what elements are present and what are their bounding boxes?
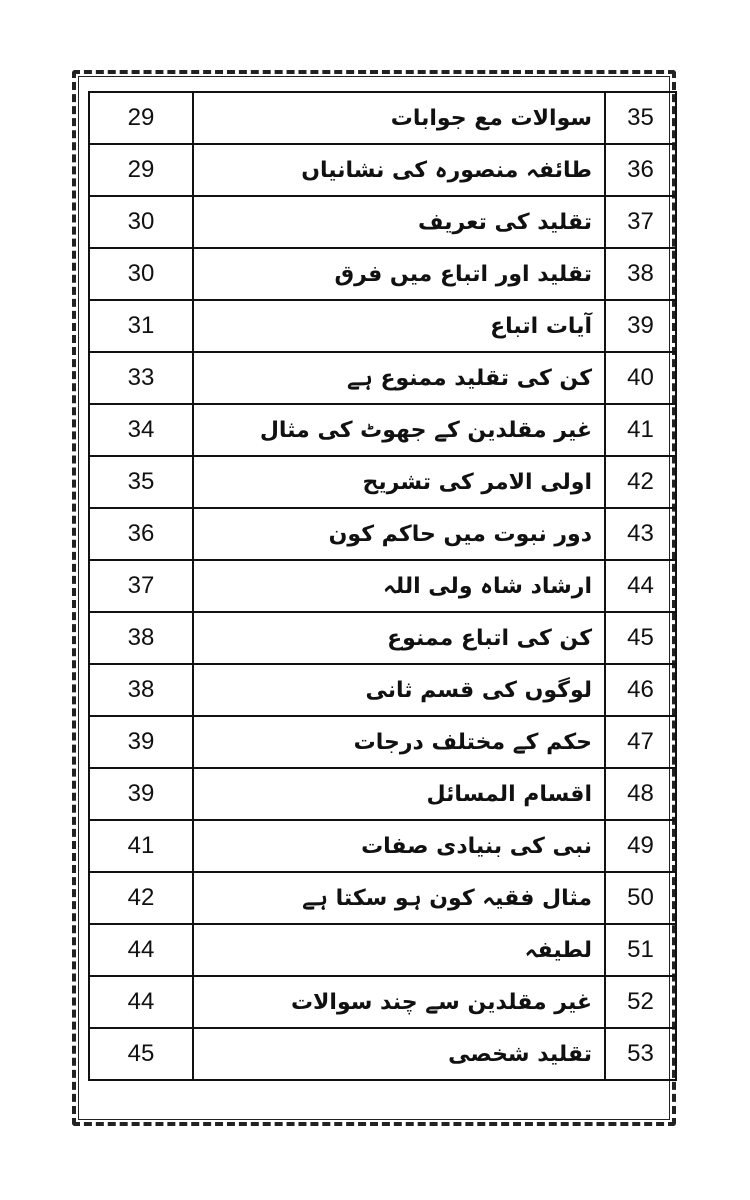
entry-number: 52 (605, 976, 676, 1028)
entry-title: حکم کے مختلف درجات (193, 716, 605, 768)
table-row (89, 352, 676, 404)
entry-title: مثال فقیہ کون ہو سکتا ہے (193, 872, 605, 924)
entry-number: 35 (605, 92, 676, 144)
page-number: 33 (89, 352, 193, 404)
page-number: 30 (89, 196, 193, 248)
table-row (89, 872, 676, 924)
entry-number: 43 (605, 508, 676, 560)
entry-title: اولی الامر کی تشریح (193, 456, 605, 508)
entry-title: تقلید اور اتباع میں فرق (193, 248, 605, 300)
table-row (89, 508, 676, 560)
entry-title: لطیفہ (193, 924, 605, 976)
entry-number: 40 (605, 352, 676, 404)
table-row (89, 924, 676, 976)
table-row (89, 560, 676, 612)
entry-number: 39 (605, 300, 676, 352)
entry-number: 44 (605, 560, 676, 612)
table-row (89, 92, 676, 144)
table-row (89, 716, 676, 768)
entry-title: کن کی اتباع ممنوع (193, 612, 605, 664)
table-row (89, 300, 676, 352)
page-number: 42 (89, 872, 193, 924)
entry-title: لوگوں کی قسم ثانی (193, 664, 605, 716)
entry-title: آیات اتباع (193, 300, 605, 352)
table-row (89, 144, 676, 196)
page-number: 29 (89, 92, 193, 144)
entry-number: 53 (605, 1028, 676, 1080)
entry-number: 45 (605, 612, 676, 664)
entry-title: نبی کی بنیادی صفات (193, 820, 605, 872)
entry-title: تقلید کی تعریف (193, 196, 605, 248)
table-row (89, 612, 676, 664)
table-of-contents (88, 91, 677, 1081)
page-number: 41 (89, 820, 193, 872)
page-number: 39 (89, 716, 193, 768)
page-number: 44 (89, 924, 193, 976)
table-row (89, 976, 676, 1028)
entry-number: 48 (605, 768, 676, 820)
table-row (89, 404, 676, 456)
entry-number: 49 (605, 820, 676, 872)
entry-number: 47 (605, 716, 676, 768)
entry-title: سوالات مع جوابات (193, 92, 605, 144)
table-row (89, 248, 676, 300)
entry-title: اقسام المسائل (193, 768, 605, 820)
table-row (89, 768, 676, 820)
toc-body (89, 92, 676, 1080)
entry-number: 50 (605, 872, 676, 924)
page-number: 36 (89, 508, 193, 560)
table-row (89, 196, 676, 248)
page-number: 37 (89, 560, 193, 612)
entry-number: 36 (605, 144, 676, 196)
entry-number: 46 (605, 664, 676, 716)
entry-number: 38 (605, 248, 676, 300)
page-number: 38 (89, 612, 193, 664)
entry-title: ارشاد شاہ ولی اللہ (193, 560, 605, 612)
page-number: 30 (89, 248, 193, 300)
page-number: 35 (89, 456, 193, 508)
page-number: 44 (89, 976, 193, 1028)
entry-title: طائفہ منصورہ کی نشانیاں (193, 144, 605, 196)
entry-number: 37 (605, 196, 676, 248)
entry-title: تقلید شخصی (193, 1028, 605, 1080)
table-row (89, 820, 676, 872)
page-number: 39 (89, 768, 193, 820)
page-number: 29 (89, 144, 193, 196)
entry-title: غیر مقلدین کے جھوٹ کی مثال (193, 404, 605, 456)
table-row (89, 456, 676, 508)
entry-number: 41 (605, 404, 676, 456)
entry-number: 42 (605, 456, 676, 508)
entry-number: 51 (605, 924, 676, 976)
entry-title: غیر مقلدین سے چند سوالات (193, 976, 605, 1028)
page-number: 31 (89, 300, 193, 352)
table-row (89, 1028, 676, 1080)
page-number: 34 (89, 404, 193, 456)
page-number: 38 (89, 664, 193, 716)
table-row (89, 664, 676, 716)
page-number: 45 (89, 1028, 193, 1080)
entry-title: کن کی تقلید ممنوع ہے (193, 352, 605, 404)
entry-title: دور نبوت میں حاکم کون (193, 508, 605, 560)
